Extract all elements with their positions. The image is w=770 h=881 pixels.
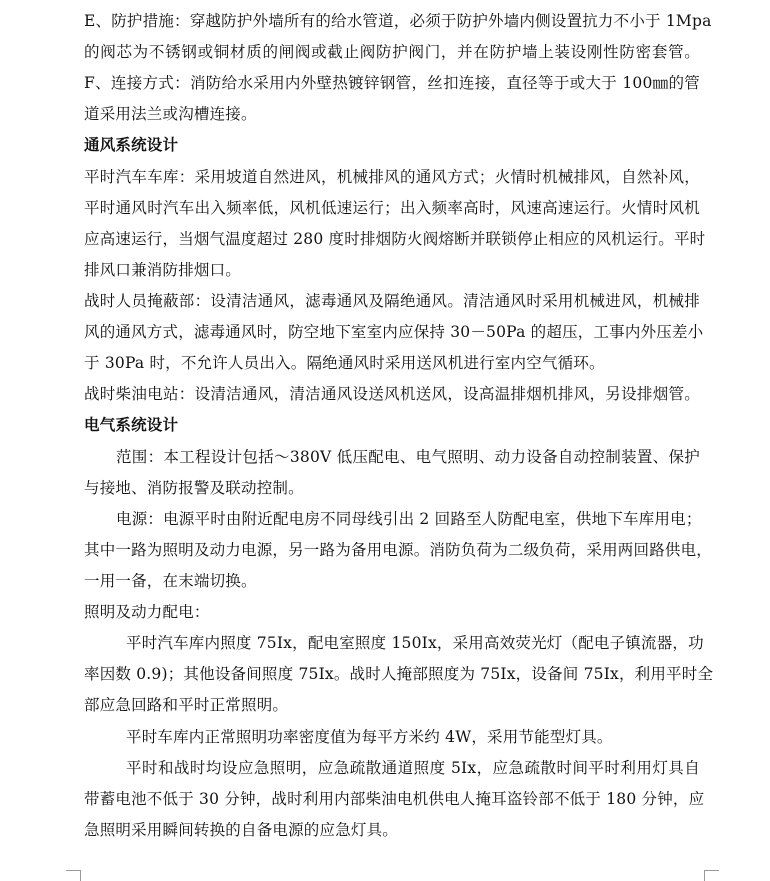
text-line: 道采用法兰或沟槽连接。: [84, 105, 257, 123]
text-line: 与接地、消防报警及联动控制。: [84, 479, 304, 497]
text-line: 风的通风方式，滤毒通风时，防空地下室室内应保持 30－50Pa 的超压，工事内外压差小: [84, 323, 704, 341]
text-line: 平时通风时汽车出入频率低，风机低速运行；出入频率高时，风速高速运行。火情时风机: [84, 199, 700, 217]
text-line: 平时和战时均设应急照明，应急疏散通道照度 5Ix，应急疏散时间平时利用灯具自: [126, 759, 700, 777]
text-line: 率因数 0.9)；其他设备间照度 75Ix。战时人掩部照度为 75Ix，设备间 75Ix，利用平时全: [84, 665, 714, 683]
text-line: 部应急回路和平时正常照明。: [84, 696, 289, 714]
text-line: 带蓄电池不低于 30 分钟，战时利用内部柴油电机供电人掩耳盗铃部不低于 180 分钟，应: [84, 790, 705, 808]
page-corner-mark: [66, 870, 81, 881]
text-line: 排风口兼消防排烟口。: [84, 261, 242, 279]
section-heading: 通风系统设计: [84, 136, 179, 154]
text-line: 的阀芯为不锈钢或铜材质的闸阀或截止阀防护阀门，并在防护墙上装设刚性防密套管。: [84, 43, 700, 61]
text-line: 平时车库内正常照明功率密度值为每平方米约 4W，采用节能型灯具。: [126, 728, 613, 746]
text-line: 一用一备，在末端切换。: [84, 572, 257, 590]
text-line: 于 30Pa 时，不允许人员出入。隔绝通风时采用送风机进行室内空气循环。: [84, 354, 605, 372]
text-line: 照明及动力配电：: [84, 603, 210, 621]
text-line: 应高速运行，当烟气温度超过 280 度时排烟防火阀熔断并联锁停止相应的风机运行。平时: [84, 230, 706, 248]
text-line: 平时汽车库内照度 75Ix，配电室照度 150Ix，采用高效荧光灯（配电子镇流器，功: [126, 634, 704, 652]
text-line: 战时人员掩蔽部：设清洁通风，滤毒通风及隔绝通风。清洁通风时采用机械进风，机械排: [84, 292, 700, 310]
text-line: 范围：本工程设计包括～380V 低压配电、电气照明、动力设备自动控制装置、保护: [116, 448, 700, 466]
text-line: F、连接方式：消防给水采用内外壁热镀锌钢管，丝扣连接，直径等于或大于 100㎜的管: [84, 74, 700, 92]
page-corner-mark: [704, 870, 719, 881]
text-line: 战时柴油电站：设清洁通风，清洁通风设送风机送风，设高温排烟机排风，另设排烟管。: [84, 385, 700, 403]
text-line: 急照明采用瞬间转换的自备电源的应急灯具。: [84, 821, 399, 839]
text-line: 其中一路为照明及动力电源，另一路为备用电源。消防负荷为二级负荷，采用两回路供电，: [84, 541, 713, 559]
section-heading: 电气系统设计: [84, 416, 179, 434]
text-line: 平时汽车车库：采用坡道自然进风，机械排风的通风方式；火情时机械排风，自然补风，: [84, 168, 700, 186]
text-line: 电源：电源平时由附近配电房不同母线引出 2 回路至人防配电室，供地下车库用电；: [116, 510, 702, 528]
text-line: E、防护措施：穿越防护外墙所有的给水管道，必须于防护外墙内侧设置抗力不小于 1Mpa: [84, 12, 712, 30]
